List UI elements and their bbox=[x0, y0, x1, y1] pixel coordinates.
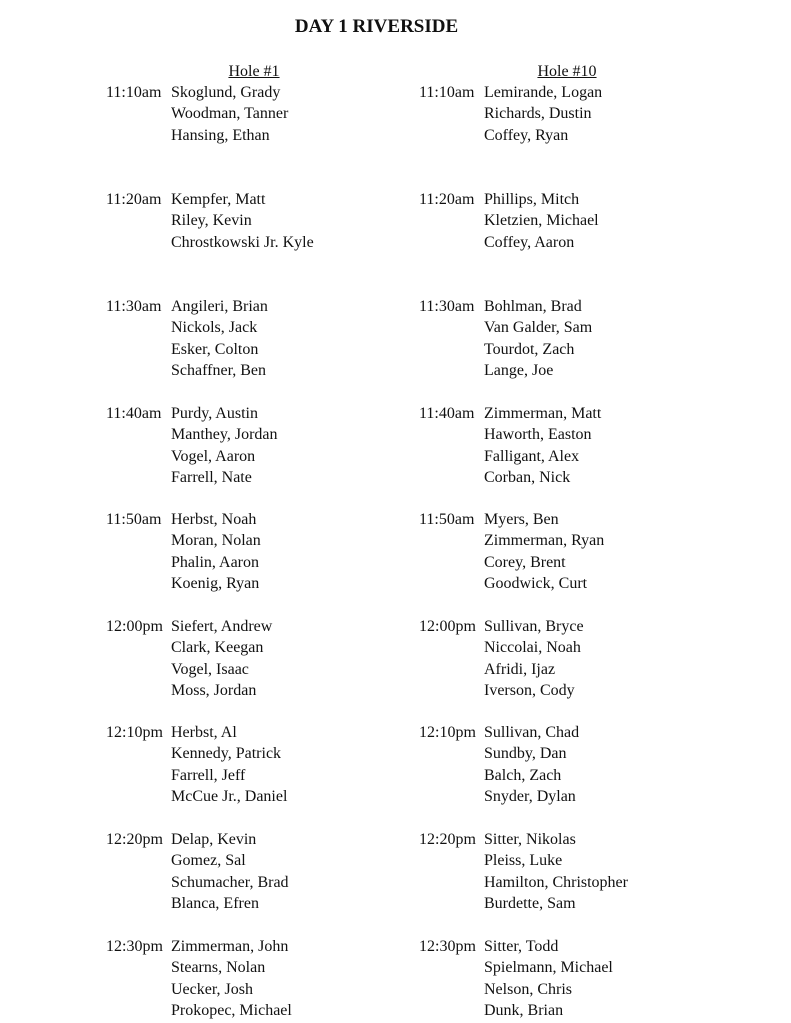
player-name: Herbst, Al bbox=[171, 724, 237, 741]
player-name: Afridi, Ijaz bbox=[484, 660, 556, 678]
player-list bbox=[484, 189, 599, 253]
column-heading-hole-1: Hole #1 bbox=[228, 63, 280, 80]
player-list bbox=[484, 509, 604, 594]
tee-time: 12:30pm bbox=[419, 938, 476, 955]
player-name: Zimmerman, Ryan bbox=[484, 532, 605, 550]
player-name: Schumacher, Brad bbox=[171, 873, 289, 891]
tee-time: 11:30am bbox=[419, 298, 475, 315]
tee-time: 11:40am bbox=[419, 405, 475, 422]
player-list bbox=[171, 82, 288, 146]
player-name: Sullivan, Bryce bbox=[484, 618, 584, 635]
tee-time: 12:30pm bbox=[106, 938, 163, 955]
tee-time: 12:00pm bbox=[106, 618, 163, 635]
tee-time: 12:10pm bbox=[419, 724, 476, 741]
player-name: Manthey, Jordan bbox=[171, 426, 278, 444]
player-name: Moran, Nolan bbox=[171, 532, 261, 550]
player-list bbox=[171, 403, 278, 488]
player-list bbox=[171, 829, 289, 914]
tee-time: 11:30am bbox=[106, 298, 162, 315]
player-name: Hamilton, Christopher bbox=[484, 873, 628, 891]
tee-time: 11:20am bbox=[419, 191, 475, 208]
tee-time: 11:50am bbox=[106, 511, 162, 528]
player-name: Prokopec, Michael bbox=[171, 1001, 292, 1019]
player-list bbox=[171, 189, 314, 253]
player-list bbox=[171, 509, 261, 594]
player-name: Vogel, Aaron bbox=[171, 447, 256, 465]
tee-time: 12:20pm bbox=[419, 831, 476, 848]
player-name: Dunk, Brian bbox=[484, 1001, 564, 1019]
player-name: Koenig, Ryan bbox=[171, 574, 260, 592]
player-name: Coffey, Ryan bbox=[484, 126, 569, 144]
player-name: Woodman, Tanner bbox=[171, 105, 289, 123]
player-name: Stearns, Nolan bbox=[171, 959, 266, 977]
player-name: Vogel, Isaac bbox=[171, 660, 249, 678]
player-name: Phalin, Aaron bbox=[171, 553, 259, 571]
player-name: Burdette, Sam bbox=[484, 894, 576, 912]
player-name: Spielmann, Michael bbox=[484, 959, 613, 977]
tee-time: 11:10am bbox=[419, 84, 475, 101]
player-name: Haworth, Easton bbox=[484, 426, 592, 444]
player-name: Van Galder, Sam bbox=[484, 319, 593, 337]
player-name: Zimmerman, Matt bbox=[484, 405, 602, 422]
player-name: Phillips, Mitch bbox=[484, 191, 580, 208]
player-list bbox=[484, 829, 628, 914]
player-name: Siefert, Andrew bbox=[171, 618, 273, 635]
tee-time: 11:20am bbox=[106, 191, 162, 208]
player-name: Blanca, Efren bbox=[171, 894, 259, 912]
column-heading-hole-10: Hole #10 bbox=[537, 63, 597, 80]
player-name: McCue Jr., Daniel bbox=[171, 787, 288, 805]
player-name: Pleiss, Luke bbox=[484, 852, 563, 870]
player-name: Bohlman, Brad bbox=[484, 298, 582, 315]
player-name: Uecker, Josh bbox=[171, 980, 253, 998]
player-name: Tourdot, Zach bbox=[484, 340, 575, 358]
player-name: Zimmerman, John bbox=[171, 938, 289, 955]
player-name: Kempfer, Matt bbox=[171, 191, 266, 208]
player-name: Riley, Kevin bbox=[171, 212, 252, 230]
player-name: Niccolai, Noah bbox=[484, 639, 581, 657]
player-name: Falligant, Alex bbox=[484, 447, 580, 465]
player-name: Kletzien, Michael bbox=[484, 212, 599, 230]
player-name: Herbst, Noah bbox=[171, 511, 257, 528]
player-name: Clark, Keegan bbox=[171, 639, 264, 657]
player-list bbox=[171, 616, 272, 701]
player-name: Nickols, Jack bbox=[171, 319, 258, 337]
player-name: Moss, Jordan bbox=[171, 681, 257, 699]
player-list bbox=[171, 936, 292, 1021]
tee-time: 11:40am bbox=[106, 405, 162, 422]
player-name: Sullivan, Chad bbox=[484, 724, 580, 741]
player-name: Farrell, Jeff bbox=[171, 766, 246, 784]
player-name: Myers, Ben bbox=[484, 511, 559, 528]
player-list bbox=[171, 296, 268, 381]
player-name: Nelson, Chris bbox=[484, 980, 572, 998]
tee-time: 11:50am bbox=[419, 511, 475, 528]
player-name: Sundby, Dan bbox=[484, 745, 567, 763]
player-name: Kennedy, Patrick bbox=[171, 745, 282, 763]
player-name: Balch, Zach bbox=[484, 766, 562, 784]
player-name: Lemirande, Logan bbox=[484, 84, 603, 101]
player-name: Coffey, Aaron bbox=[484, 233, 575, 251]
player-name: Purdy, Austin bbox=[171, 405, 258, 422]
player-name: Angileri, Brian bbox=[171, 298, 268, 315]
player-name: Iverson, Cody bbox=[484, 681, 575, 699]
tee-time: 11:10am bbox=[106, 84, 162, 101]
player-name: Goodwick, Curt bbox=[484, 574, 588, 592]
player-name: Sitter, Todd bbox=[484, 938, 559, 955]
player-list bbox=[171, 722, 287, 807]
page-title: DAY 1 RIVERSIDE bbox=[294, 16, 459, 37]
player-name: Sitter, Nikolas bbox=[484, 831, 576, 848]
player-name: Chrostkowski Jr. Kyle bbox=[171, 233, 314, 251]
player-list bbox=[484, 616, 584, 701]
player-list bbox=[484, 936, 613, 1021]
tee-time: 12:10pm bbox=[106, 724, 163, 741]
player-list bbox=[484, 82, 602, 146]
tee-time: 12:00pm bbox=[419, 618, 476, 635]
player-name: Richards, Dustin bbox=[484, 105, 592, 123]
player-name: Delap, Kevin bbox=[171, 831, 257, 848]
player-name: Corey, Brent bbox=[484, 553, 566, 571]
player-name: Esker, Colton bbox=[171, 340, 259, 358]
player-name: Schaffner, Ben bbox=[171, 361, 267, 379]
player-list bbox=[484, 296, 592, 381]
player-name: Skoglund, Grady bbox=[171, 84, 281, 101]
player-list bbox=[484, 722, 579, 807]
player-name: Farrell, Nate bbox=[171, 468, 252, 486]
player-name: Snyder, Dylan bbox=[484, 787, 576, 805]
player-name: Corban, Nick bbox=[484, 468, 571, 486]
player-name: Hansing, Ethan bbox=[171, 126, 270, 144]
tee-time: 12:20pm bbox=[106, 831, 163, 848]
player-name: Lange, Joe bbox=[484, 361, 554, 379]
player-name: Gomez, Sal bbox=[171, 852, 246, 870]
player-list bbox=[484, 403, 601, 488]
